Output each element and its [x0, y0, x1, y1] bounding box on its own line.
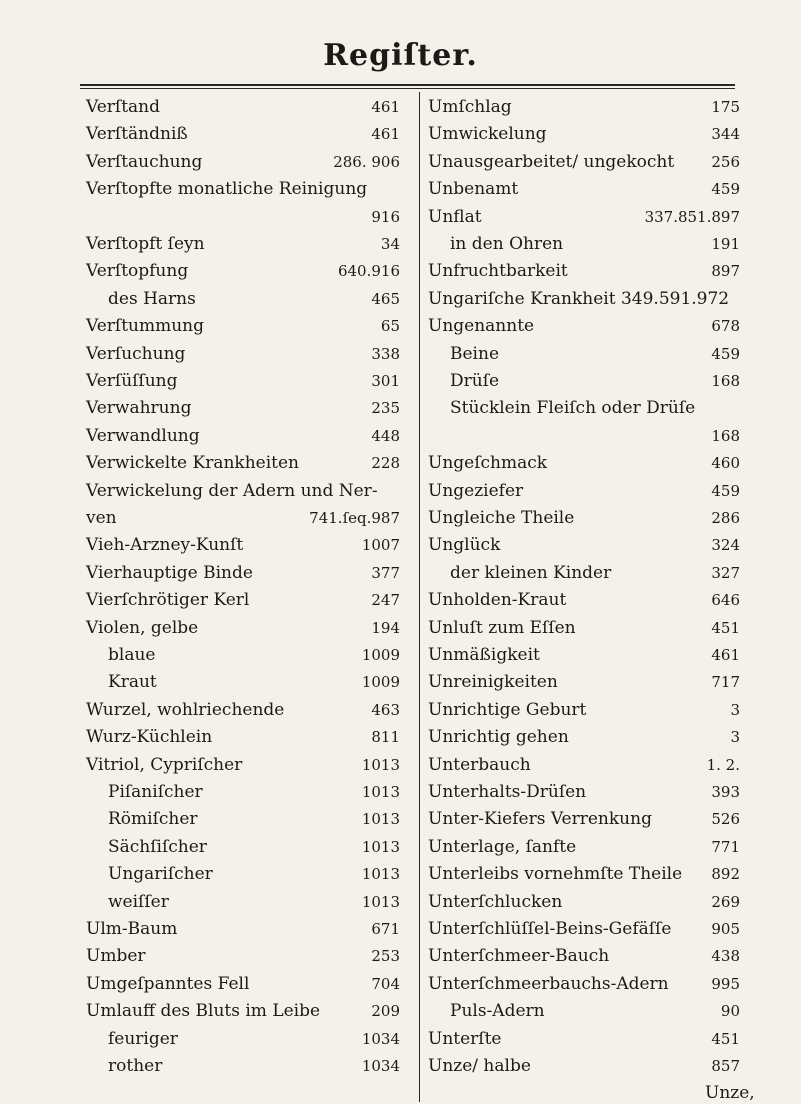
entry-term: weiſſer: [108, 891, 169, 912]
entry-page-number: 194: [371, 618, 400, 637]
index-entry: [428, 644, 740, 666]
entry-term: Ungleiche Theile: [428, 508, 575, 528]
entry-page-number: 995: [711, 974, 740, 993]
entry-term: Unterſchmeer-Bauch: [428, 946, 610, 967]
entry-term: Ulm-Baum: [86, 919, 178, 939]
entry-term: Umgeſpanntes Fell: [86, 973, 250, 994]
index-entry: [108, 1055, 400, 1077]
entry-term: rother: [108, 1056, 163, 1076]
entry-term: Unterſchlucken: [428, 891, 563, 912]
header-rule-thin: [80, 88, 735, 89]
entry-term: Ungariſcher: [108, 864, 213, 885]
index-entry: [428, 151, 740, 173]
index-entry: [108, 644, 400, 666]
index-entry: [428, 891, 740, 913]
entry-term: Römiſcher: [108, 809, 198, 830]
index-entry: [428, 1055, 740, 1077]
entry-page-number: 65: [380, 317, 400, 336]
entry-term: Unterhalts-Drüſen: [428, 782, 587, 802]
index-entry: [450, 370, 740, 392]
index-entry: [428, 617, 740, 639]
entry-term: Unglück: [428, 535, 501, 556]
entry-term: Unze/ halbe: [428, 1056, 531, 1076]
entry-term: Verwahrung: [86, 398, 192, 419]
entry-page-number: 640.916: [337, 262, 400, 281]
entry-term: Unterleibs vornehmſte Theile: [428, 864, 683, 885]
entry-page-number: 771: [711, 837, 740, 856]
index-entry: [428, 178, 740, 200]
entry-page-number: 905: [711, 920, 740, 938]
index-entry: [428, 754, 740, 776]
entry-page-number: 393: [711, 783, 740, 801]
index-entry: [428, 918, 740, 940]
entry-page-number: 269: [711, 892, 740, 911]
entry-page-number: 461: [711, 646, 740, 664]
entry-term: Unterſte: [428, 1028, 502, 1049]
entry-page-number: 324: [711, 536, 740, 555]
index-entry: [86, 151, 400, 173]
entry-page-number: 1007: [361, 536, 400, 555]
entry-term: Sächſiſcher: [108, 836, 207, 857]
entry-term: Unreinigkeiten: [428, 672, 558, 693]
entry-page-number: 168: [711, 426, 740, 445]
entry-page-number: 247: [371, 591, 400, 610]
index-entry: [86, 918, 400, 940]
index-entry: [108, 1028, 400, 1050]
entry-page-number: 175: [711, 98, 740, 116]
index-entry: [428, 836, 740, 858]
index-entry: [86, 452, 400, 474]
index-entry: [428, 123, 740, 145]
entry-term: Verſtauchung: [86, 151, 203, 172]
entry-page-number: 228: [371, 454, 400, 473]
entry-term: ven: [86, 508, 117, 528]
entry-term: blaue: [108, 645, 156, 665]
entry-term: Beine: [450, 343, 499, 364]
entry-term: Verſtopft ſeyn: [86, 234, 205, 254]
entry-term: Piſaniſcher: [108, 782, 203, 802]
entry-page-number: 286. 906: [333, 152, 400, 171]
entry-page-number: 463: [371, 700, 400, 719]
index-entry: [428, 206, 740, 228]
index-entry: [428, 534, 740, 556]
entry-page-number: 1013: [361, 865, 400, 884]
index-entry: [86, 617, 400, 639]
index-entry: [108, 781, 400, 803]
index-entry: [428, 726, 740, 748]
index-entry: [428, 699, 740, 721]
entry-page-number: 337.851.897: [644, 207, 740, 226]
index-entry: [428, 781, 740, 803]
index-entry: [108, 891, 400, 913]
entry-term: Umſchlag: [428, 97, 512, 117]
entry-page-number: 897: [711, 262, 740, 281]
index-entry: [450, 343, 740, 365]
index-entry: [86, 233, 400, 255]
index-entry: [450, 233, 740, 255]
entry-term: Vieh-Arzney-Kunſt: [86, 535, 244, 556]
entry-term: Kraut: [108, 672, 157, 693]
entry-term: Unluſt zum Eſſen: [428, 617, 576, 638]
index-entry: [86, 754, 400, 776]
entry-term: Unterbauch: [428, 754, 531, 775]
index-entry: [428, 945, 740, 967]
index-entry: [86, 370, 400, 392]
column-divider: [419, 92, 420, 1102]
entry-term: Wurzel, wohlriechende: [86, 699, 285, 720]
entry-term: Vierhauptige Binde: [86, 562, 253, 583]
entry-page-number: 253: [371, 947, 400, 966]
entry-term: Unfruchtbarkeit: [428, 261, 568, 282]
entry-page-number: 461: [371, 98, 400, 116]
entry-term: Stücklein Fleiſch oder Drüſe: [450, 398, 696, 419]
index-entry: [450, 1000, 740, 1022]
entry-page-number: 168: [711, 372, 740, 390]
entry-page-number: 916: [371, 207, 400, 226]
entry-term: Vitriol, Cypriſcher: [86, 754, 243, 775]
entry-page-number: 1013: [361, 892, 400, 911]
index-entry: [86, 96, 400, 118]
entry-page-number: 448: [371, 426, 400, 445]
index-entry: [86, 726, 400, 748]
entry-term: des Harns: [108, 288, 196, 309]
entry-page-number: 1013: [361, 783, 400, 801]
entry-page-number: 1013: [361, 755, 400, 774]
entry-page-number: 90: [720, 1002, 740, 1021]
index-entry: [86, 260, 400, 282]
index-entry: [428, 452, 740, 474]
entry-term: Verſtand: [86, 97, 160, 117]
entry-page-number: 286: [711, 509, 740, 527]
entry-term: Umwickelung: [428, 124, 547, 145]
entry-page-number: 344: [711, 125, 740, 144]
entry-page-number: 465: [371, 289, 400, 308]
entry-page-number: 811: [371, 728, 400, 747]
entry-term: Umber: [86, 946, 146, 967]
index-entry: [450, 397, 740, 419]
entry-term: Verſüſſung: [86, 371, 178, 391]
entry-page-number: 678: [711, 317, 740, 336]
index-entry: [428, 507, 740, 529]
entry-term: in den Ohren: [450, 234, 564, 254]
entry-term: Unholden-Kraut: [428, 590, 567, 611]
entry-term: Verwickelte Krankheiten: [86, 453, 300, 474]
page-title: Regiſter.: [323, 38, 478, 73]
entry-page-number: 1009: [361, 673, 400, 692]
index-entry: [86, 315, 400, 337]
entry-page-number: 526: [711, 810, 740, 829]
entry-page-number: 338: [371, 344, 400, 363]
header-rule: [80, 84, 735, 86]
index-entry: [428, 480, 740, 502]
index-entry: [86, 945, 400, 967]
entry-term: der kleinen Kinder: [450, 562, 612, 583]
index-entry: [428, 671, 740, 693]
entry-term: Verwickelung der Adern und Ner-: [86, 480, 378, 501]
entry-term: Puls-Adern: [450, 1001, 545, 1022]
index-entry: [86, 699, 400, 721]
index-entry: [86, 1000, 400, 1022]
entry-page-number: 646: [711, 591, 740, 610]
entry-page-number: 1013: [361, 837, 400, 856]
entry-term: Verſtummung: [86, 316, 204, 337]
entry-term: Unflat: [428, 206, 482, 227]
entry-term: Unterſchmeerbauchs-Adern: [428, 973, 669, 994]
entry-page-number: 235: [371, 399, 400, 418]
entry-term: Ungariſche Krankheit 349.591.972: [428, 288, 730, 309]
entry-page-number: 892: [711, 865, 740, 884]
entry-page-number: 209: [371, 1002, 400, 1021]
entry-term: Ungeſchmack: [428, 453, 548, 474]
entry-term: Violen, gelbe: [86, 617, 199, 638]
entry-page-number: 451: [711, 618, 740, 637]
entry-term: Unrichtige Geburt: [428, 699, 587, 720]
index-entry: [86, 397, 400, 419]
index-entry: [108, 836, 400, 858]
entry-page-number: 1034: [361, 1057, 400, 1075]
entry-page-number: 451: [711, 1029, 740, 1048]
index-entry: [86, 178, 400, 200]
entry-page-number: 459: [711, 481, 740, 500]
entry-term: Verſtändniß: [86, 124, 188, 145]
entry-page-number: 327: [711, 563, 740, 582]
entry-term: Verwandlung: [86, 425, 200, 446]
entry-term: Unmäßigkeit: [428, 645, 540, 665]
entry-page-number: 34: [380, 235, 400, 253]
entry-term: Verſtopfung: [86, 261, 189, 282]
index-entry: [450, 562, 740, 584]
catchword-text: Unze,: [705, 1083, 755, 1104]
entry-term: Unter-Kiefers Verrenkung: [428, 809, 652, 830]
index-entry: [86, 562, 400, 584]
index-entry: [428, 260, 740, 282]
entry-page-number: 256: [711, 152, 740, 171]
entry-term: Unausgearbeitet/ ungekocht: [428, 151, 675, 172]
index-entry: [108, 288, 400, 310]
entry-page-number: 438: [711, 947, 740, 966]
index-entry: [428, 425, 740, 447]
index-entry: [86, 589, 400, 611]
entry-page-number: 461: [371, 125, 400, 144]
entry-term: Verſuchung: [86, 343, 186, 364]
entry-page-number: 741.ſeq.987: [309, 509, 400, 527]
entry-page-number: 459: [711, 180, 740, 199]
index-entry: [108, 808, 400, 830]
entry-term: Unterlage, ſanfte: [428, 836, 577, 857]
index-entry: [428, 973, 740, 995]
index-entry: [108, 671, 400, 693]
entry-page-number: 3: [730, 700, 740, 719]
entry-term: Unbenamt: [428, 179, 519, 200]
entry-page-number: 377: [371, 563, 400, 582]
index-entry: [428, 315, 740, 337]
entry-term: Ungeziefer: [428, 480, 524, 501]
entry-page-number: 671: [371, 920, 400, 938]
index-entry: [86, 343, 400, 365]
entry-page-number: 3: [730, 728, 740, 747]
entry-term: Drüſe: [450, 371, 500, 391]
index-entry: [428, 589, 740, 611]
entry-page-number: 1034: [361, 1029, 400, 1048]
entry-page-number: 460: [711, 454, 740, 473]
index-entry: [428, 96, 740, 118]
index-entry: [428, 288, 740, 310]
index-entry: [86, 206, 400, 228]
entry-page-number: 301: [371, 372, 400, 390]
index-entry: [86, 480, 400, 502]
entry-term: Verſtopfte monatliche Reinigung: [86, 179, 368, 200]
entry-page-number: 459: [711, 344, 740, 363]
entry-term: Umlauff des Bluts im Leibe: [86, 1001, 321, 1022]
entry-page-number: 717: [711, 673, 740, 692]
entry-page-number: 1009: [361, 646, 400, 664]
entry-page-number: 191: [711, 235, 740, 253]
index-entry: [428, 1028, 740, 1050]
index-entry: [86, 534, 400, 556]
entry-term: feuriger: [108, 1028, 178, 1049]
entry-term: Ungenannte: [428, 316, 535, 337]
index-entry: [86, 507, 400, 529]
entry-term: Wurz-Küchlein: [86, 727, 213, 748]
entry-page-number: 704: [371, 974, 400, 993]
index-entry: [86, 425, 400, 447]
entry-term: Unrichtig gehen: [428, 727, 569, 748]
index-entry: [108, 863, 400, 885]
entry-term: Vierſchrötiger Kerl: [86, 590, 250, 611]
index-entry: [428, 863, 740, 885]
entry-page-number: 1. 2.: [706, 755, 740, 774]
entry-page-number: 1013: [361, 810, 400, 829]
index-entry: [86, 123, 400, 145]
index-entry: [86, 973, 400, 995]
entry-page-number: 857: [711, 1057, 740, 1075]
index-entry: [428, 808, 740, 830]
entry-term: Unterſchlüſſel-Beins-Gefäſſe: [428, 919, 672, 939]
